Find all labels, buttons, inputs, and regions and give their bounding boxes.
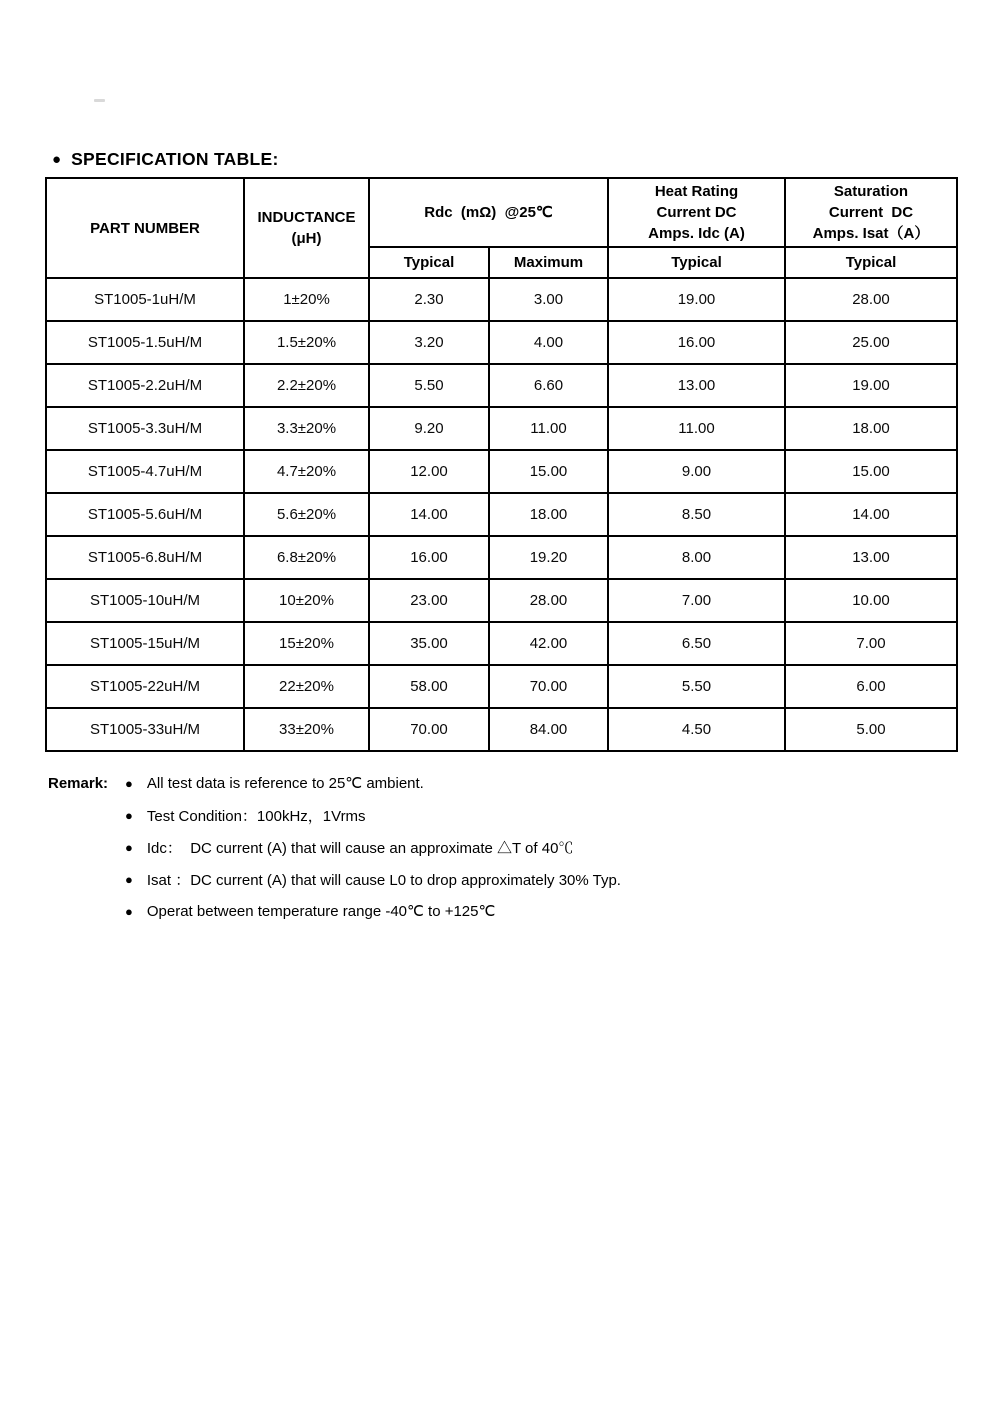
header-group-row <box>46 178 957 247</box>
cell-inductance: 3.3±20% <box>244 407 369 450</box>
bullet-icon: ● <box>125 871 133 887</box>
header-rdc-label: Rdc (mΩ) @25℃ <box>424 204 553 221</box>
cell-part-number: ST1005-33uH/M <box>46 708 244 751</box>
cell-idc-typical: 5.50 <box>608 665 785 708</box>
table-row <box>46 364 957 407</box>
table-header <box>46 178 957 278</box>
cell-part-number: ST1005-6.8uH/M <box>46 536 244 579</box>
cell-inductance: 33±20% <box>244 708 369 751</box>
bullet-icon: ● <box>52 151 62 168</box>
remark-line <box>125 870 621 888</box>
header-rdc-group <box>369 178 608 247</box>
cell-isat-typical: 15.00 <box>785 450 957 493</box>
cell-inductance: 2.2±20% <box>244 364 369 407</box>
cell-idc-typical: 7.00 <box>608 579 785 622</box>
cell-rdc-typical: 70.00 <box>369 708 489 751</box>
cell-rdc-maximum: 4.00 <box>489 321 608 364</box>
remark-line <box>125 806 621 824</box>
section-title-row <box>52 149 279 170</box>
cell-part-number: ST1005-1uH/M <box>46 278 244 321</box>
cell-rdc-maximum: 28.00 <box>489 579 608 622</box>
cell-isat-typical: 18.00 <box>785 407 957 450</box>
cell-isat-typical: 25.00 <box>785 321 957 364</box>
cell-inductance: 22±20% <box>244 665 369 708</box>
header-sat-line2: Current DC <box>828 204 914 221</box>
cell-part-number: ST1005-10uH/M <box>46 579 244 622</box>
cell-isat-typical: 14.00 <box>785 493 957 536</box>
cell-isat-typical: 10.00 <box>785 579 957 622</box>
remark-item-text: Idc： DC current (A) that will cause an approximate △T of 40℃ <box>146 839 574 857</box>
table-row <box>46 579 957 622</box>
cell-part-number: ST1005-2.2uH/M <box>46 364 244 407</box>
bullet-icon: ● <box>125 839 133 855</box>
cell-rdc-typical: 3.20 <box>369 321 489 364</box>
cell-part-number: ST1005-5.6uH/M <box>46 493 244 536</box>
header-saturation <box>785 178 957 247</box>
cell-rdc-maximum: 15.00 <box>489 450 608 493</box>
table-row <box>46 536 957 579</box>
cell-rdc-typical: 35.00 <box>369 622 489 665</box>
cell-isat-typical: 13.00 <box>785 536 957 579</box>
cell-part-number: ST1005-22uH/M <box>46 665 244 708</box>
cell-inductance: 4.7±20% <box>244 450 369 493</box>
cell-inductance: 1±20% <box>244 278 369 321</box>
table-row <box>46 321 957 364</box>
cell-rdc-maximum: 42.00 <box>489 622 608 665</box>
cell-rdc-typical: 16.00 <box>369 536 489 579</box>
subheader-isat-typical: Typical <box>785 247 957 278</box>
spec-table-body <box>46 278 957 751</box>
subheader-rdc-typical: Typical <box>369 247 489 278</box>
header-sat-line3: Amps. Isat（A） <box>812 225 930 242</box>
cell-rdc-maximum: 18.00 <box>489 493 608 536</box>
cell-inductance: 15±20% <box>244 622 369 665</box>
cell-isat-typical: 5.00 <box>785 708 957 751</box>
cell-rdc-maximum: 3.00 <box>489 278 608 321</box>
cell-idc-typical: 11.00 <box>608 407 785 450</box>
bullet-icon: ● <box>125 903 133 919</box>
cell-rdc-typical: 2.30 <box>369 278 489 321</box>
header-heat-line2: Current DC <box>656 204 737 221</box>
cell-inductance: 5.6±20% <box>244 493 369 536</box>
cell-part-number: ST1005-4.7uH/M <box>46 450 244 493</box>
cell-isat-typical: 19.00 <box>785 364 957 407</box>
header-heat-rating <box>608 178 785 247</box>
cell-idc-typical: 6.50 <box>608 622 785 665</box>
cell-idc-typical: 19.00 <box>608 278 785 321</box>
cell-rdc-typical: 14.00 <box>369 493 489 536</box>
cell-rdc-maximum: 11.00 <box>489 407 608 450</box>
remark-section <box>48 774 621 934</box>
cell-idc-typical: 4.50 <box>608 708 785 751</box>
remark-line <box>125 838 621 856</box>
cell-idc-typical: 8.50 <box>608 493 785 536</box>
table-row <box>46 708 957 751</box>
cell-idc-typical: 8.00 <box>608 536 785 579</box>
cell-idc-typical: 9.00 <box>608 450 785 493</box>
table-row <box>46 493 957 536</box>
remark-item-text: Test Condition：100kHz，1Vrms <box>146 807 366 825</box>
header-heat-line3: Amps. Idc (A) <box>648 225 745 242</box>
cell-rdc-maximum: 6.60 <box>489 364 608 407</box>
cell-rdc-typical: 58.00 <box>369 665 489 708</box>
bullet-icon: ● <box>125 775 133 791</box>
cell-isat-typical: 7.00 <box>785 622 957 665</box>
cell-idc-typical: 16.00 <box>608 321 785 364</box>
cell-rdc-typical: 23.00 <box>369 579 489 622</box>
specification-table <box>45 177 958 752</box>
remark-item-text: Isat ：DC current (A) that will cause L0 to drop approximately 30% Typ. <box>146 871 621 889</box>
header-sat-line1: Saturation <box>833 183 909 200</box>
cell-rdc-maximum: 19.20 <box>489 536 608 579</box>
cell-rdc-typical: 9.20 <box>369 407 489 450</box>
header-inductance <box>244 178 369 278</box>
cell-isat-typical: 6.00 <box>785 665 957 708</box>
cell-rdc-maximum: 70.00 <box>489 665 608 708</box>
cell-part-number: ST1005-3.3uH/M <box>46 407 244 450</box>
cell-inductance: 6.8±20% <box>244 536 369 579</box>
remark-line <box>48 774 621 792</box>
cell-rdc-maximum: 84.00 <box>489 708 608 751</box>
table-row <box>46 407 957 450</box>
cell-isat-typical: 28.00 <box>785 278 957 321</box>
cell-rdc-typical: 5.50 <box>369 364 489 407</box>
cell-idc-typical: 13.00 <box>608 364 785 407</box>
cell-inductance: 1.5±20% <box>244 321 369 364</box>
header-heat-line1: Heat Rating <box>654 183 739 200</box>
header-part-number: PART NUMBER <box>46 178 244 278</box>
cell-part-number: ST1005-15uH/M <box>46 622 244 665</box>
header-inductance-line1: INDUCTANCE <box>257 209 356 226</box>
bullet-icon: ● <box>125 807 133 823</box>
remark-label: Remark: <box>48 774 109 792</box>
table-row <box>46 278 957 321</box>
page-title: SPECIFICATION TABLE: <box>71 149 279 169</box>
cell-inductance: 10±20% <box>244 579 369 622</box>
table-row <box>46 622 957 665</box>
cell-rdc-typical: 12.00 <box>369 450 489 493</box>
remark-item-text: All test data is reference to 25℃ ambient. <box>146 775 424 792</box>
cell-part-number: ST1005-1.5uH/M <box>46 321 244 364</box>
remark-line <box>125 902 621 920</box>
remark-item-text: Operat between temperature range -40℃ to +125℃ <box>146 903 496 920</box>
stray-mark <box>94 99 105 102</box>
table-row <box>46 450 957 493</box>
table-row <box>46 665 957 708</box>
subheader-rdc-maximum: Maximum <box>489 247 608 278</box>
subheader-idc-typical: Typical <box>608 247 785 278</box>
header-inductance-line2: (μH) <box>291 230 322 247</box>
